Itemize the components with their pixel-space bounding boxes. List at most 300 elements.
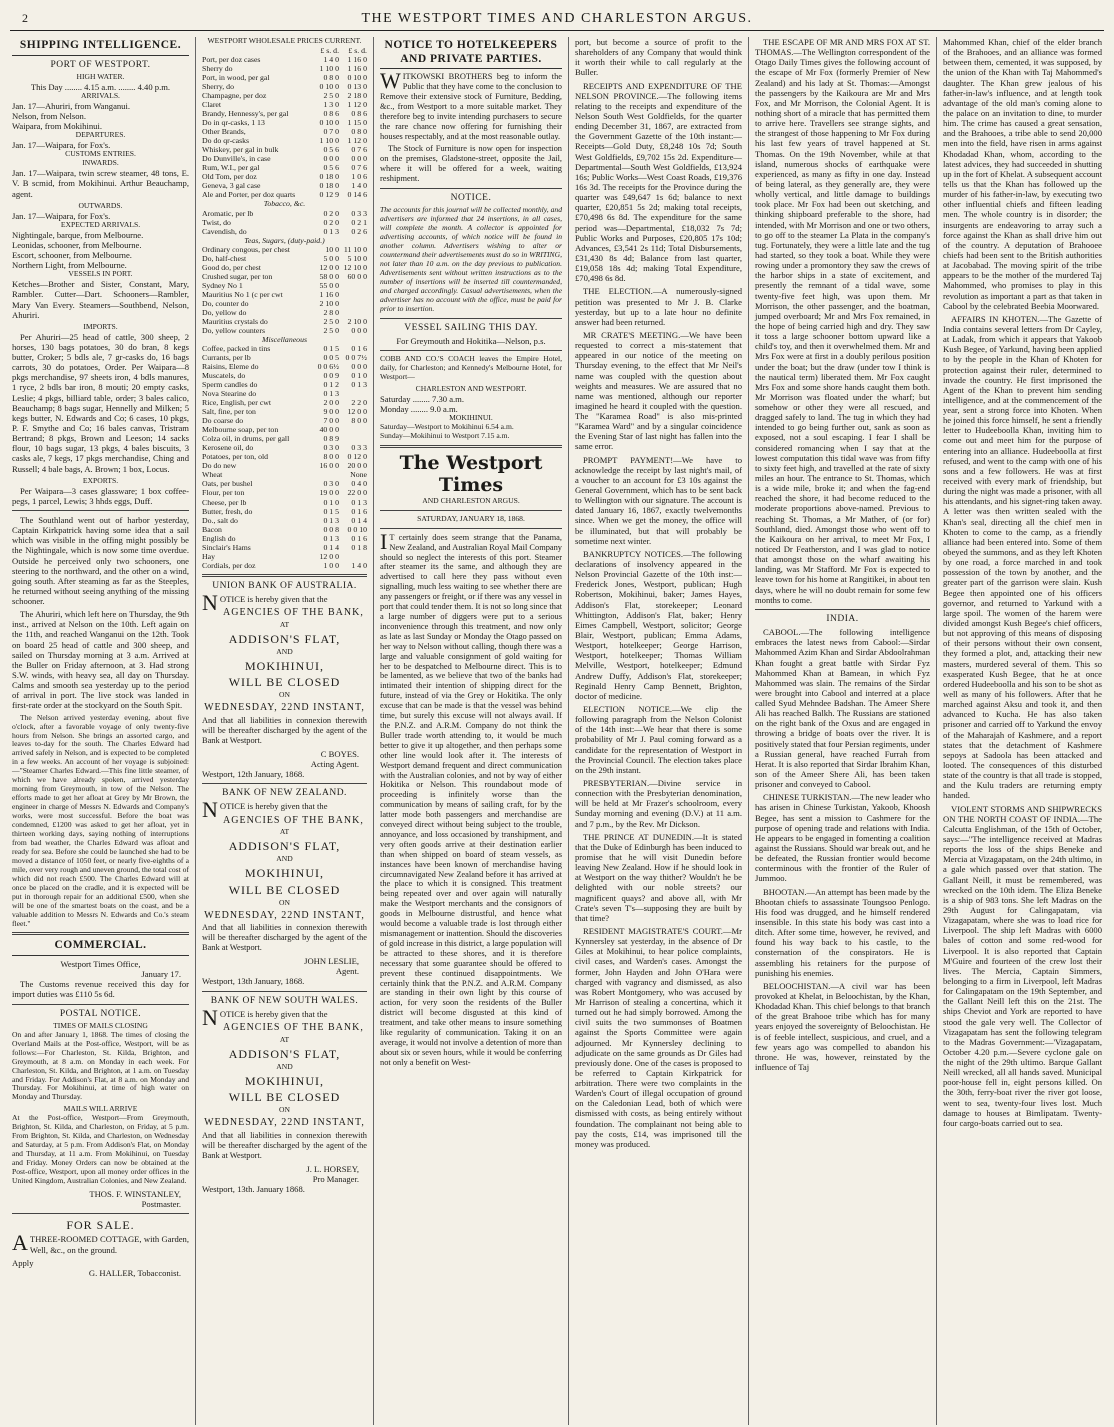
price-value: 0 0 6½ (317, 362, 340, 372)
price-row (202, 272, 367, 281)
price-value: 1 3 0 (323, 100, 340, 110)
price-item: Old Tom, per doz (202, 172, 257, 182)
price-category (202, 199, 367, 208)
commercial-text: The Customs revenue received this day for import duties was £110 5s 6d. (12, 979, 189, 1000)
price-value: 0 2 1 (351, 217, 367, 227)
bank1-on: ON (279, 690, 290, 700)
bank3-at: AT (279, 1034, 290, 1044)
news-paragraph: BANKRUPTCY NOTICES.—The following declarations of insolvency appeared in the Nelson Provincial Gazette of the 10th inst:—Frederick Jones, Westport, publican; Hugh Robertson, Mokihinui, baker; James Hayes, Addison's Flat, storekeeper; Leonard Whittington, Addison's Flat, baker; Henry Eimes Campbell, Westport, solicitor; George Blair, Westport, publican; Emma Adams, Westport, hotelkeeper; George Harrison, Westport, hotelkeeper; Thomas William Melville, Westport, hotelkeeper; Edmund Andrew Duffy, Addison's Flat, storekeeper; Reginald Henry Camp Bennett, Brighton, doctor of medicine. (575, 548, 742, 701)
price-row (202, 461, 367, 470)
price-value (339, 389, 367, 398)
coach-time: Monday ........ 9.0 a.m. (380, 404, 458, 415)
bank3-date: WEDNESDAY, 22ND INSTANT, (204, 1117, 365, 1129)
price-value: 0 2 6 (351, 226, 367, 236)
price-value: 0 0 0 (351, 154, 367, 164)
price-value: 0 3 3 (351, 208, 367, 218)
price-item: Do do new (202, 461, 237, 471)
price-item: Sydney No 1 (202, 280, 243, 290)
bank2-on: ON (279, 897, 290, 907)
price-value: 8 0 0 (351, 416, 367, 426)
price-value: 0 0 7½ (345, 353, 367, 363)
arrival-item: Waipara, from Mokihinui. (12, 121, 102, 132)
price-item: Do., salt do (202, 515, 238, 525)
price-row (202, 470, 367, 479)
price-item: Rice, English, per cwt (202, 398, 272, 408)
postal-heading: POSTAL NOTICE. (59, 1008, 142, 1019)
price-item: Do coarse do (202, 416, 244, 426)
bank2-and: AND (276, 854, 293, 864)
price-row (202, 362, 367, 371)
shipping-heading: SHIPPING INTELLIGENCE. (12, 39, 189, 56)
news-paragraph: The Ahuriri, which left here on Thursday, the 9th inst., arrived at Nelson on the 10th. Left again on the 11th, and reached Wanganui on the 12th. Took on board 25 head of cattle and 300 sheep, and sailed on Thursday morning at 3 a.m. Arrived at the Buller on Friday afternoon, at 3. Had strong S.W. winds, with heavy sea, all day on Thursday. Calms and smooth sea yesterday up to the period of arrival in port. The live stock was landed in first-rate order at the stockyard on the South Spit. (12, 609, 189, 711)
price-value: 2 2 0 (351, 398, 367, 408)
bank3-place1: ADDISON'S FLAT, (228, 1046, 341, 1061)
bank3-and: AND (276, 1061, 293, 1071)
news-paragraph: ELECTION NOTICE.—We clip the following paragraph from the Nelson Colonist of the 14th inst:—We hear that there is some probability of Mr J. Paul coming forward as a candidate for the representation of Westport in the Provincial Council. The election takes place on the 29th instant. (575, 704, 742, 775)
departure-item: Jan. 17—Waipara, for Fox's. (12, 140, 111, 151)
exports-text: Per Waipara—3 cases glassware; 1 box coffee-pegs, 1 parcel, Lewis; 3 hhds eggs, Duff. (12, 485, 189, 506)
coach-route: CHARLESTON AND WESTPORT. (415, 383, 527, 393)
price-value: 2 10 0 (319, 298, 340, 308)
price-item: Port, in wood, per gal (202, 73, 270, 83)
bank3-text: And that all liabilities in connexion therewith will be thereafter discharged by the agent of the Bank at Westport. (202, 1130, 367, 1160)
news-paragraph: THE PRINCE AT DUNEDIN.—It is stated that the Duke of Edinburgh has been induced to promise that he will visit Dunedin before leaving New Zealand. How if he should look in at Westport on the way thither? Wouldn't he be delighted with our noble streets? our magnificent quays? and above all, with Mr Crate's seven T's—supposing they are built by that time? (575, 831, 742, 923)
news-paragraph: THE ESCAPE OF MR AND MRS FOX AT ST. THOMAS.—The Wellington correspondent of the Otago Daily Times gives the following account of the escape of Mr Fox (formerly Premier of New Zealand) and his lady at St. Thomas:—Amongst the passengers by the Kaikoura are Mr and Mrs Fox, and Mr Morrison, the Colonial Agent. It is nothing short of a miracle that has permitted them to arrive here. Travellers see strange sights, and the strangest of those happening to Mr Fox during his last few years of travel happened at St. Thomas. On the 19th November, while at that island, numerous shocks of earthquake were experienced, as many as fifty in one day. Instead of being lateral, as they generally are, they were wholly vertical, and little damage to buildings took place. Mr Fox had been out sketching, and thinking shipboard preferable to the shore, had intended, with Mr Morrison and one or two others, to go off to the steamer La Plata in the company's tug. Fortunately, they were a little late and the tug had started, so they took a boat. While they were rowing under a promontory they saw the crews of the harbor ships in a state of excitement, and presently the remnant of a tidal wave, some twenty-five feet high, was upon them. Mr Morrison, the other passenger, and the boatman, jumped overboard; Mr and Mrs Fox remained, in the hope of being carried high and dry. They saw it toss a large schooner bottom upward like a child's toy, and then it overwhelmed them. Mr and Mrs Fox were at first in a doubly perilous position under the boat; but the draw (under tow I think is the nautical term) liberated them. Mr Fox caught Mrs Fox and some shore hands caught them both. Mr Morrison was floated under the wharf; but somehow or other they were all rescued, and dragged safely to land. The tug in which they had intended to go being further out, sank as soon as exposed, not a soul escaping. I fear I shall be considered romancing when I say that at the lowest computation this tidal wave was from fifty to sixty feet high, and travelled at the rate of sixty miles an hour. The entrance to St. Thomas, which is a wide mile, broke it; and when the fag-end reached the shore, it had become reduced to the moderate proportions above-named. Previous to reaching St. Thomas, a Mr Mather, of (or for) Southland, died. Amongst those who went off to the Kaikoura on her arrival, to meet Mr Fox, I noticed Dr Featherston, and I was glad to notice that amongst those on the wharf awaiting his landing, was Mr Stafford. Mr Fox is expected to leave town for his home at Rangitikei, in about ten days, where he will no doubt remain for some few months to come. (755, 37, 930, 605)
commercial-date: January 17. (141, 969, 181, 980)
bank2-place2: MOKIHINUI, (245, 866, 324, 881)
bank2-at: AT (279, 827, 290, 837)
bank1-text: And that all liabilities in connexion therewith will be thereafter discharged by the agent of the Bank at Westport. (202, 716, 367, 745)
price-row (202, 561, 367, 570)
price-value: 1 15 0 (347, 118, 367, 128)
price-item: Flour, per ton (202, 488, 245, 498)
bank2-dateline: Westport, 13th January, 1868. (202, 976, 305, 987)
postal-signature: THOS. F. WINSTANLEY, (89, 1188, 181, 1199)
editorial-continued: port, but become a source of profit to the shareholders of any Company that would think it worth their while to call regularly at the Buller. (575, 37, 742, 78)
bank1-date: WEDNESDAY, 22ND INSTANT, (204, 702, 365, 714)
bank1-and: AND (276, 647, 293, 657)
price-item: Do in qr-casks, 1 13 (202, 118, 265, 128)
commercial-office: Westport Times Office, (60, 959, 141, 970)
column-5 (749, 37, 937, 1425)
for-sale-apply: Apply (12, 1257, 34, 1268)
price-row (202, 534, 367, 543)
price-row (202, 389, 367, 398)
price-row (202, 380, 367, 389)
price-item: Colza oil, in drums, per gall (202, 434, 290, 444)
news-paragraph: MR CRATE'S MEETING.—We have been requested to correct a mis-statement that appeared in our notice of the meeting on Thursday evening, to the effect that Mr Neil's name was coupled with the question about weights and measures. We are assured that no name was mentioned, although our reporter imagined he heard it coupled with the question. The "Karamea Road" is also mis-printed "Karamea Ward" and by a singular coincidence the Evening Star of last night has fallen into the same error. (575, 329, 742, 452)
price-value: 1 4 0 (323, 54, 340, 64)
price-value: 0 8 9 (323, 434, 340, 444)
news-paragraph: RECEIPTS AND EXPENDITURE OF THE NELSON PROVINCE.—The following items relating to the receipts and expenditure of the Nelson South West Goldfields, for the quarter ending December 31, 1867, are extracted from the Government Gazette of the 10th instant:—Receipts—Gold Duty, £8,248 10s 7d; South West Goldfields, £9,702 15s 2d. Expenditure—Departmental—South West Goldfields, £13,924 16s; Public Works—West Coast Roads, £19,376 16s 3d. The receipts for the Province during the quarter was £49,647 1s 6d; balance to next quarter, £20,851 5s 2d; making total receipts, £70,498 6s 8d. The expenditure for the same period was—Departmental, £18,032 7s 7d; Public Works and Purposes, £20,805 17s 10d; Advances, £3,541 2s 11d; Total Disbursements, £31,430 8s 4d; Balance from last quarter, £19,058 18s 4d; making Total Expenditure, £70,498 6s 8d. (575, 80, 742, 284)
price-value: 0 1 3 (323, 226, 340, 236)
bank2-text: And that all liabilities in connexion therewith will be thereafter discharged by the agent of the Bank at Westport. (202, 923, 367, 953)
hotelkeepers-text2: The Stock of Furniture is now open for inspection on the premises, Gladstone-street, opposite the Jail, where it will be offered for a week, waiting reshipment. (380, 144, 562, 184)
price-value: 22 0 0 (347, 488, 367, 498)
price-value: 2 8 0 (323, 307, 340, 317)
outwards-head: OUTWARDS. (78, 200, 123, 210)
price-value: 0 1 6 (351, 533, 367, 543)
price-category-label: Teas, Sugars, (duty-paid.) (244, 235, 325, 245)
price-value: 0 18 0 (319, 181, 340, 191)
bank1-place2: MOKIHINUI, (245, 658, 324, 673)
news-paragraph: BHOOTAN.—An attempt has been made by the Bhootan chiefs to assassinate Toungsoo Penlogo. His food was drugged, and he himself rendered insensible. In this state his body was cast into a ditch. After some time, however, he revived, and found his way back to his castle, to the consternation of the conspirators. He is assembling his retainers for the purpose of punishing his enemies. (755, 886, 930, 978)
price-value: 2 18 0 (347, 91, 367, 101)
price-item: Mauritius crystals do (202, 316, 268, 326)
unit-header: £ s. d. (348, 45, 367, 55)
price-row (202, 154, 367, 163)
price-row (202, 209, 367, 218)
price-value: 5 0 0 (323, 253, 340, 263)
price-row (202, 245, 367, 254)
price-item: Cheese, per lb (202, 497, 247, 507)
price-row (202, 479, 367, 488)
page-header (10, 8, 1104, 31)
price-item: Wheat (202, 470, 223, 480)
bank2-signature: JOHN LESLIE, (304, 956, 359, 967)
bank1-will-close: WILL BE CLOSED (228, 675, 341, 690)
price-value: 20 0 0 (347, 461, 367, 471)
price-row (202, 109, 367, 118)
arrivals-head: ARRIVALS. (81, 90, 120, 100)
hotelkeepers-text: WITKOWSKI BROTHERS beg to inform the Public that they have come to the conclusion to Remove their extensive stock of Furniture, Bedding, &c., from Westport to a more suitable market. They therefore beg to invite intending purchasers to secure the rare chance now offering for furnishing their houses respectably, and at the most reasonable outlay. (380, 68, 562, 141)
expected-item: Northern Light, from Melbourne. (12, 260, 127, 271)
price-row (202, 507, 367, 516)
price-row (202, 73, 367, 82)
price-value (339, 290, 367, 299)
bank1-notice: NOTICE is hereby given that the (202, 589, 328, 615)
prices-table (202, 46, 367, 570)
price-item: Oats, per bushel (202, 479, 253, 489)
price-item: Raisins, Eleme do (202, 362, 259, 372)
news-paragraph: PRESBYTERIAN.—Divine service in connection with the Presbyterian denomination, will be held at Mr Frazer's schoolroom, every Sunday morning and evening (D.V.) at 11 a.m. and 7 p.m., by the Rev. Mr Dickson. (575, 777, 742, 829)
price-row (202, 290, 367, 299)
price-value: 0 3 3 (351, 443, 367, 453)
price-value: 2 5 0 (323, 325, 340, 335)
inwards-head: INWARDS. (82, 158, 119, 168)
page-number: 2 (22, 11, 28, 25)
issue-date: SATURDAY, JANUARY 18, 1868. (417, 513, 525, 523)
price-item: Bacon (202, 524, 222, 534)
price-row (202, 552, 367, 561)
price-value: 1 0 6 (351, 172, 367, 182)
price-value: 0 1 2 (323, 380, 340, 390)
price-value: 0 1 6 (351, 343, 367, 353)
price-value: None (350, 470, 367, 480)
high-water: This Day ........ 4.15 a.m. ........ 4.40 p.m. (30, 81, 171, 92)
sailing-heading: VESSEL SAILING THIS DAY. (404, 322, 538, 333)
price-value: 7 0 0 (323, 416, 340, 426)
bank3-agencies: AGENCIES OF THE BANK, (223, 1021, 364, 1033)
bank3-heading: BANK OF NEW SOUTH WALES. (210, 995, 359, 1006)
price-value: 0 1 3 (351, 380, 367, 390)
price-row (202, 434, 367, 443)
news-paragraph: The Southland went out of harbor yesterday, Captain Kirkpatrick having some idea that a sail which was visible in the offing might possibly be the Nightingale, which is now some time overdue. Outside he perceived only two schooners, one steering to the northward, and the other on a wind, going south. After steaming as far as the Steeples, he returned without seeing anything of the missing schooner. (12, 514, 189, 607)
for-sale-signature: G. HALLER, Tobacconist. (88, 1267, 181, 1278)
price-row (202, 118, 367, 127)
price-item: Sperm candles do (202, 380, 258, 390)
price-row (202, 425, 367, 434)
price-item: Hay (202, 551, 215, 561)
price-row (202, 227, 367, 236)
price-value: 2 0 0 (323, 398, 340, 408)
price-value: 0 1 3 (323, 389, 340, 399)
price-value: 1 4 0 (351, 181, 367, 191)
news-paragraph: PROMPT PAYMENT!—We have to acknowledge the receipt by last night's mail, of a voucher to an account for £3 10s against the General Government, which has to be sent back to Wellington with our signature. The account is dated January 16, 1867, exactly twelvemonths since. When we get the money, the office will be illuminated, but that will probably be sometime next winter. (575, 454, 742, 546)
price-item: Twist, do (202, 217, 231, 227)
notice-heading: NOTICE. (450, 193, 492, 204)
outwards-text: Jan. 17—Waipara, for Fox's. (12, 210, 111, 221)
price-row (202, 82, 367, 91)
price-value: 2 5 0 (323, 316, 340, 326)
price-value: 0 14 6 (347, 190, 367, 200)
price-value: 0 1 4 (323, 542, 340, 552)
price-item: Butter, fresh, do (202, 506, 253, 516)
mokihinui-head: MOKIHINUI. (449, 413, 493, 423)
price-item: Other Brands, (202, 127, 246, 137)
price-item: Ordinary congous, per chest (202, 244, 290, 254)
price-value: 19 0 0 (319, 488, 340, 498)
price-category (202, 335, 367, 344)
price-item: Claret (202, 100, 222, 110)
notice-text: The accounts for this journal will be collected monthly, and advertisers are informed that 24 insertions, in all cases, will complete the month. A collector is appointed for advertising accounts, of which notice will be found in another column. Advertisers wishing to alter or countermand their advertisements must do so in WRITING, not later than 10 a.m. on the day previous to publication. Advertisements sent without written instructions as to the number of insertions will be inserted till countermanded, and charged accordingly. Casual advertisements, when the advertiser has no account with the office, must be paid for prior to insertion. (380, 205, 562, 313)
price-row (202, 55, 367, 64)
price-row (202, 516, 367, 525)
price-row (202, 344, 367, 353)
price-row (202, 64, 367, 73)
mokihinui-time: Saturday—Westport to Mokihinui 6.54 a.m. (380, 422, 514, 432)
news-paragraph: RESIDENT MAGISTRATE'S COURT.—Mr Kynnersley sat yesterday, in the absence of Dr Giles at Mokihinui, to hear police complaints, civil cases, and Warden's cases. Amongst the former, John Hayden and John O'Hara were charged with vagrancy and dismissed, as also was Robert Montgomery, who was accused by Mr Harrison of stealing a concertina, which it turned out he had simply borrowed. Among the civil suits the two summonses of Boatmen against the Sports Committee were again adjourned. Mr Kynnersley declining to adjudicate on the same grounds as Dr Giles had previously done. One of the cases is proposed to be referred to Captain Kirkpatrick for arbitration. There were two complaints in the Warden's Court of illegal occupation of ground on the Caledonian Lead, both of which were dismissed with costs, as being entirely without foundation. The complainant not being able to pay the costs, £14, was imprisoned till the money was produced. (575, 925, 742, 1149)
price-value: 12 0 0 (347, 407, 367, 417)
price-value: 0 8 6 (323, 109, 340, 119)
price-row (202, 498, 367, 507)
customs-head: CUSTOMS ENTRIES. (65, 149, 136, 159)
price-row (202, 407, 367, 416)
price-value: 0 5 6 (323, 163, 340, 173)
price-value: 1 16 0 (347, 64, 367, 74)
price-value: 0 1 8 (351, 542, 367, 552)
coach-time: Saturday ........ 7.30 a.m. (380, 393, 465, 404)
price-item: Cordials, per doz (202, 560, 256, 570)
price-item: Cavendish, do (202, 226, 247, 236)
price-value: 0 1 0 (323, 497, 340, 507)
price-value: 0 0 5 (323, 353, 340, 363)
price-item: Do Dunville's, in case (202, 154, 271, 164)
bank2-agencies: AGENCIES OF THE BANK, (223, 814, 364, 826)
price-item: Sherry, do (202, 82, 234, 92)
mails-arrive-head: MAILS WILL ARRIVE (63, 1104, 138, 1114)
price-item: Good do, per chest (202, 262, 261, 272)
price-value: 0 0 8 (323, 524, 340, 534)
masthead: The Westport Times (399, 452, 543, 497)
price-item: Port, per doz cases (202, 54, 261, 64)
price-value: 1 10 0 (319, 136, 340, 146)
price-row (202, 91, 367, 100)
price-value: 0 10 0 (347, 73, 367, 83)
price-row (202, 452, 367, 461)
bank2-signature-title: Agent. (335, 966, 359, 977)
departures-head: DEPARTURES. (75, 130, 126, 140)
price-value: 1 16 0 (347, 54, 367, 64)
bank1-at: AT (279, 619, 290, 629)
price-item: Nova Stearine do (202, 389, 257, 399)
coach-text: COBB AND CO.'S COACH leaves the Empire Hotel, daily, for Charleston; and Kennedy's Melbourne Hotel, for Westport— (380, 354, 562, 381)
bank2-heading: BANK OF NEW ZEALAND. (222, 788, 347, 799)
postal-sub: TIMES OF MAILS CLOSING (53, 1020, 148, 1030)
imports-text: Per Ahuriri—25 head of cattle, 300 sheep, 2 horses, 130 bags potatoes, 30 do bran, 8 kegs butter, Croker; 5 bdls ale, 7 gr-casks do, 16 bags carrots, 30 do potatoes, Order. Per Waipara—8 pkgs merchandise, 97 sheets iron, 4 bdls manures, 1 ryce, 2 bdls bar iron, 8 mouti; 20 empty casks, Leslie; 4 pkgs, billiard table, order; 3 bales calico, Beauchamp; 8 bags sugar, Hennelly and Milken; 5 kegs butter, N. Edwards and Co; 6 cases, 10 pkgs, P. F. Smythe and Co; 16 bales canvas, Tristram Bertrand; 8 pkgs, Brown and Leeson; 14 sacks flour, 10 bags sugar, 13 pkgs, 4 bales biscuits, 3 casks ale, 7 kegs, 17 pkgs merchandise, Ching and Russell; 4 bale bags, A. Brown; 1 box, Locus. (12, 331, 189, 474)
bank1-dateline: Westport, 12th January, 1868. (202, 769, 305, 780)
news-paragraph: VIOLENT STORMS AND SHIPWRECKS ON THE NORTH COAST OF INDIA.—The Calcutta Englishman, of the 15th of October, says:—"The intelligence received at Madras reports the loss of the ships Beneke and Mercia at Vizagapatam, on the 24th ultimo, in a gale which passed over that station. The Gallant Neill, it must be remembered, was wrecked on the 10th idem. The Eliza Beneke is a ship of 983 tons. She left Madras on the 29th August for Calingapatam, via Vizagapatam, where she was to load rice for Liverpool. The ship left Madras with 6000 bales of cotton and some red-wood for Liverpool. It is also reported that Captain M'Guire and fourteen of the crew lost their lives. The Mercia, Captain Simmers, belonging to a firm in Liverpool, left Madras for Calingapatam on the 19th September, and the Gallant Neill left this on the 21st. The ships Cheviot and York are reported to have stood the gale very well. The Collector of Vizagapatam has sent the following telegram to the Madras Government:—'Vizagapatam, October 4.20 p.m.—Severe cyclone gale on the night of the 29th ultimo. Barque Gallant Neill wrecked, all all hands saved. Municipal poor-house fell in, eight persons killed. On the 30th, ferry-boat river the river got loose, went to sea, twenty-four lives lost. Much damage to houses at Bimlipatam. Twenty-four cargo-boats carried out to sea. (943, 803, 1102, 1128)
price-value: 0 0 10 (347, 524, 367, 534)
price-row (202, 136, 367, 145)
price-value: 1 12 0 (347, 100, 367, 110)
price-value: 0 1 3 (323, 515, 340, 525)
price-value: 0 18 0 (319, 172, 340, 182)
price-row (202, 398, 367, 407)
price-value: 0 13 0 (347, 82, 367, 92)
price-category-label: Tobacco, &c. (263, 199, 306, 209)
price-value: 0 1 0 (351, 371, 367, 381)
price-value: 0 0 0 (351, 362, 367, 372)
price-row (202, 299, 367, 308)
price-value: 0 3 0 (323, 479, 340, 489)
for-sale-heading: FOR SALE. (66, 1218, 135, 1233)
price-value: 0 7 0 (323, 127, 340, 137)
price-value (339, 299, 367, 308)
price-row (202, 145, 367, 154)
expected-item: Leonidas, schooner, from Melbourne. (12, 239, 142, 250)
postal-signature-title: Postmaster. (141, 1199, 181, 1210)
inwards-text: Jan. 17—Waipara, twin screw steamer, 48 tons, E. V. B scmid, from Mokihinui. Arthur Beauchamp, agent. (12, 168, 189, 199)
vessels-head: VESSELS IN PORT. (68, 269, 133, 279)
price-item: Do, counter do (202, 298, 249, 308)
price-row (202, 543, 367, 552)
price-item: Rum, W.I., per gal (202, 163, 260, 173)
price-item: Do, yellow do (202, 307, 247, 317)
price-row (202, 172, 367, 181)
price-row (202, 416, 367, 425)
postal-text: On and after January 1, 1868. The times of closing the Overland Mails at the Post-office, Westport, will be as follows:—For Charleston, St. Kilda, Brighton, and Greymouth, at 8 a.m. on Monday in each week. For Charleston, St. Kilda, and Brighton, at 1 a.m. on Tuesday and Friday. For Addison's Flat, at 8 a.m. on Monday and Thursday. For Mokihinui, at time of high water on Monday and Thursday. (12, 1029, 189, 1102)
news-paragraph: AFFAIRS IN KHOTEN.—The Gazette of India contains several letters from Dr Cayley, at Ladak, from which it appears that Yakoob Kush Begee, of Yarkund, having been applied to by the people in the Khan of Khoten for protection against their ruler, determined to invade the country. He first imprisoned the Agent of the Khan to prevent him sending intelligence, and at the commencement of the year, sent a strong force into Khoten. When he joined this force himself, he sent a friendly letter to Hudeeboolla Khan, inviting him to come out and meet him for the purpose of entering into an alliance. Hudeeboolla at first refused, and went to the camp with one of his sons and a few followers. He was at first received with every mark of friendship, but during the night was made a prisoner, with all his attendants, and his signet-ring taken away. A letter was then written sealed with the Khan's seal, directing all the chief men in Khoten to come to the camp, as a friendly alliance had been entered into. Some of them obeyed the summons, and as they left Khoten by one road, a force marched in and took possession of the town by another, and the greater part of the garrison were slain. Kush Begee then appointed one of his officers governor, and returned to Yarkund with a large spoil. The women of the harem were divided amongst Kush Begee's chief officers, but not approving of this means of disposing of their persons without their own consent, they formed a plot, and, attacking their new masters, murdered several of them. This so exasperated Kush Begee, that he at once ordered Hudeeboolla and his son to be shot as well as many of his followers. After that he marched against Aksu and took it, and then advanced to Kucha. He has also taken prisoner and carried off to Yarkund the envoy of the Maharajah of Kashmere, and a report states that the detachment of Kashmere sepoys at Sadoola has been attacked and looted. The consequences of this disturbed state of the country is that all trade is stopped, and the Kulu traders are returning empty handed. (943, 313, 1102, 801)
price-value: 16 0 0 (319, 461, 340, 471)
price-row (202, 218, 367, 227)
arrival-item: Nelson, from Nelson. (12, 110, 86, 121)
bank3-on: ON (279, 1105, 290, 1115)
unit-header: £ s. d. (320, 45, 340, 55)
price-item: Do, half-chest (202, 253, 247, 263)
price-value: 12 0 0 (319, 262, 340, 272)
exports-head: EXPORTS. (82, 475, 119, 485)
price-row (202, 254, 367, 263)
hotelkeepers-heading: NOTICE TO HOTELKEEPERS AND PRIVATE PARTIES. (380, 39, 562, 69)
price-row (202, 488, 367, 497)
price-value: 58 0 0 (319, 271, 340, 281)
price-item: Whiskey, per gal in bulk (202, 145, 279, 155)
mokihinui-time: Sunday—Mokihinui to Westport 7.15 a.m. (380, 431, 510, 441)
vessels-text: Ketches—Brother and Sister, Constant, Mary, Rambler. Cutter—Dart. Schooners—Rambler, Mary Van Every. Steamers—Southbend, Nelson, Ahuriri. (12, 279, 189, 320)
price-value: 5 10 0 (347, 253, 367, 263)
price-value: 0 8 0 (351, 127, 367, 137)
price-item: Currants, per lb (202, 353, 251, 363)
price-value: 0 2 0 (323, 208, 340, 218)
india-heading: INDIA. (826, 613, 859, 624)
price-value: 0 1 5 (323, 343, 340, 353)
bank3-place2: MOKIHINUI, (245, 1073, 324, 1088)
price-row (202, 281, 367, 290)
price-item: Geneva, 3 gal case (202, 181, 261, 191)
price-value: 12 10 0 (343, 262, 367, 272)
price-value: 0 7 6 (351, 163, 367, 173)
price-value: 0 8 6 (351, 109, 367, 119)
prices-heading: WESTPORT WHOLESALE PRICES CURRENT. (207, 37, 362, 45)
price-row (202, 263, 367, 272)
price-value (339, 281, 367, 290)
imports-head: IMPORTS. (83, 321, 118, 331)
price-item: Salt, fine, per ton (202, 407, 256, 417)
for-sale-text: ATHREE-ROOMED COTTAGE, with Garden, Well, &c., on the ground. (12, 1230, 189, 1256)
newspaper-title: THE WESTPORT TIMES AND CHARLESTON ARGUS. (361, 11, 753, 26)
price-value: 9 0 0 (323, 407, 340, 417)
price-value: 1 10 0 (319, 64, 340, 74)
column-6 (937, 37, 1108, 1425)
price-row (202, 100, 367, 109)
price-row (202, 181, 367, 190)
price-value: 55 0 0 (319, 280, 340, 290)
news-paragraph: THE ELECTION.—A numerously-signed petition was presented to Mr J. B. Clarke yesterday, but up to a late hour no definite answer had been returned. (575, 286, 742, 327)
price-item: Brandy, Hennessy's, per gal (202, 109, 289, 119)
high-water-head: HIGH WATER. (76, 71, 125, 81)
price-value: 0 8 0 (323, 73, 340, 83)
bank1-signature-title: Acting Agent. (310, 758, 359, 769)
price-value: 10 0 (325, 244, 340, 254)
bank3-dateline: Westport, 13th. January 1868. (202, 1183, 305, 1194)
price-item: English do (202, 533, 236, 543)
bank1-agencies: AGENCIES OF THE BANK, (223, 607, 364, 619)
bank2-notice: NOTICE is hereby given that the (202, 797, 328, 823)
price-category (202, 236, 367, 245)
price-item: Do, yellow counters (202, 325, 266, 335)
price-value: 0 0 0 (351, 325, 367, 335)
price-item: Coffee, packed in tins (202, 343, 271, 353)
price-value: 0 7 6 (351, 145, 367, 155)
price-value: 1 16 0 (319, 289, 340, 299)
price-item: Sinclair's Hams (202, 542, 251, 552)
price-item: Muscatels, do (202, 371, 246, 381)
price-value: 1 12 0 (347, 136, 367, 146)
price-item: Ale and Porter, per doz quarts (202, 190, 296, 200)
mails-text: At the Post-office, Westport—From Greymouth, Brighton, St. Kilda, and Charleston, on Friday, at 5 p.m. From Brighton, St. Kilda, and Charleston, on Wednesday and Saturday, at 5 p.m. From Addison's Flat, on Monday and Thursday, at 11 a.m. From Mokihinui, on Tuesday and Friday. Money Orders can now be obtained at the Post-office, Westport, upon all money order offices in the United Kingdom, Australian Colonies, and New Zealand. (12, 1113, 189, 1186)
bank3-signature: J. L. HORSEY, (306, 1163, 359, 1174)
price-value: 0 5 6 (323, 145, 340, 155)
expected-item: Escort, schooner, from Melbourne. (12, 249, 132, 260)
bank2-will-close: WILL BE CLOSED (228, 882, 341, 897)
price-value: 0 2 0 (323, 217, 340, 227)
bank1-place1: ADDISON'S FLAT, (228, 631, 341, 646)
price-row (202, 163, 367, 172)
price-value: 11 10 0 (343, 244, 367, 254)
price-value (339, 308, 367, 317)
news-paragraph: BELOOCHISTAN.—A civil war has been provoked at Khelat, in Beloochistan, by the Khan, Khodadad Khan. This chief belongs to that branch of the great Brahooe tribe which has for many years enjoyed the sovereignty of Beloochistan. He is of feeble intellect, suspicious, and cruel, and a few years ago was compelled to abandon his throne. He was, however, reinstated by the influence of Taj (755, 980, 930, 1072)
price-item: Kerosene oil, do (202, 443, 254, 453)
price-value: 12 0 0 (319, 551, 340, 561)
price-row (202, 326, 367, 335)
masthead-sub: AND CHARLESTON ARGUS. (422, 495, 520, 505)
price-value: 0 0 9 (323, 371, 340, 381)
price-item: Do do qr-casks (202, 136, 250, 146)
bank2-date: WEDNESDAY, 22ND INSTANT, (204, 909, 365, 921)
bank1-signature: C BOYES. (320, 748, 359, 759)
price-value (313, 470, 339, 479)
